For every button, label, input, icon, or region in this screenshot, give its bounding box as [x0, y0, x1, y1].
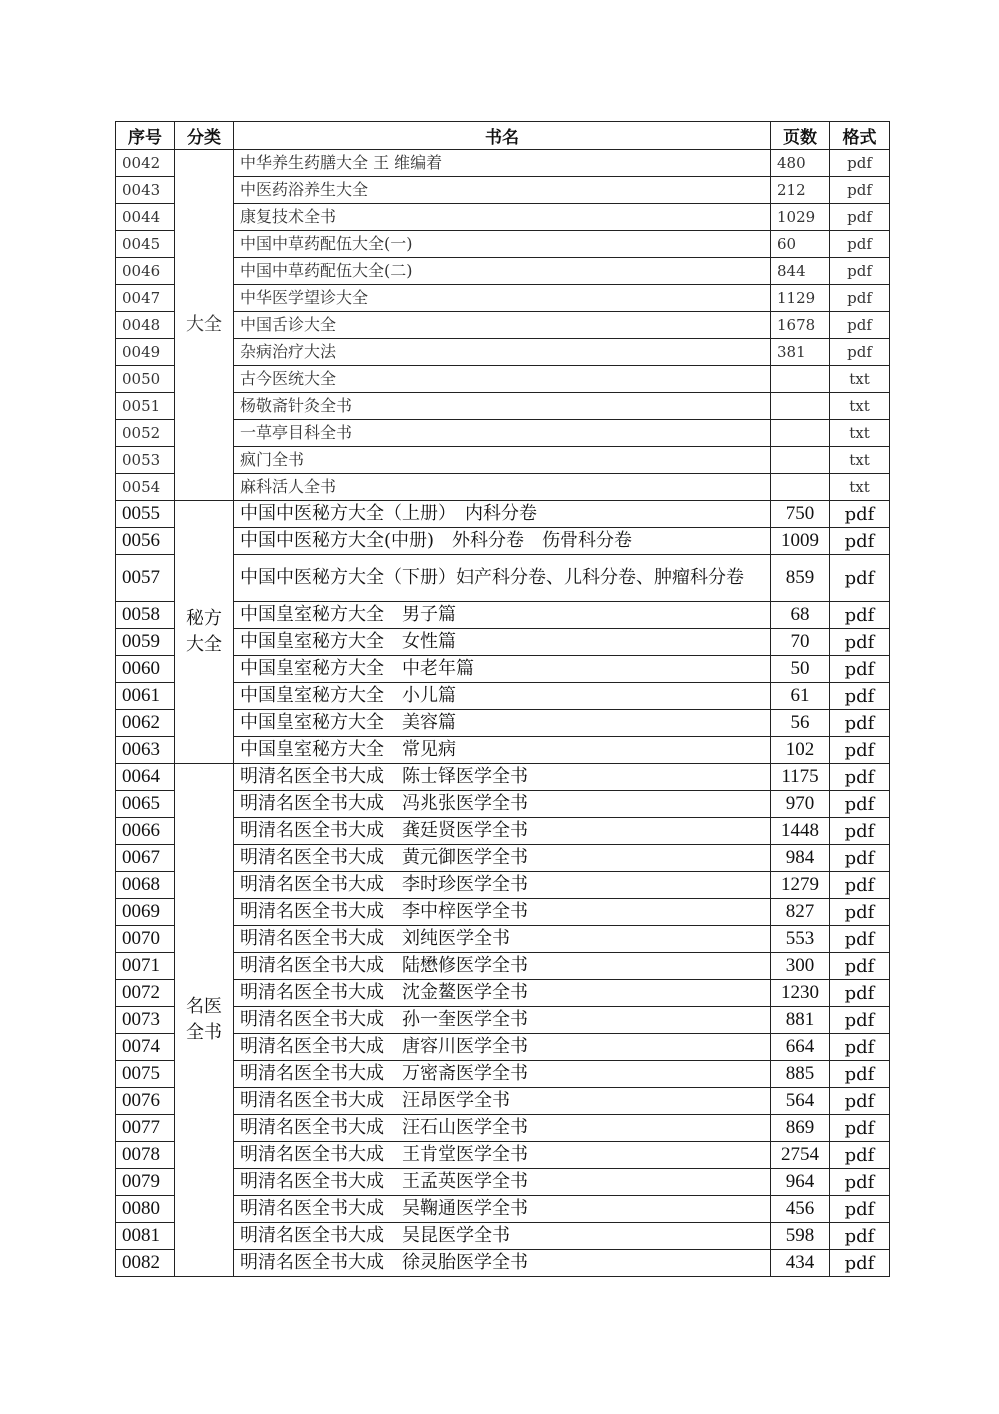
page-count: 964	[771, 1169, 830, 1196]
page-count: 480	[771, 150, 830, 177]
book-title: 明清名医全书大成 黄元御医学全书	[234, 845, 771, 872]
book-title: 中国皇室秘方大全 美容篇	[234, 710, 771, 737]
book-title: 中国皇室秘方大全 常见病	[234, 737, 771, 764]
file-format: pdf	[830, 629, 890, 656]
row-number: 0070	[116, 926, 175, 953]
row-number: 0056	[116, 528, 175, 555]
file-format: pdf	[830, 1007, 890, 1034]
book-title: 明清名医全书大成 汪石山医学全书	[234, 1115, 771, 1142]
table-row	[116, 501, 890, 528]
book-title: 明清名医全书大成 王肯堂医学全书	[234, 1142, 771, 1169]
page-count: 50	[771, 656, 830, 683]
file-format: pdf	[830, 1169, 890, 1196]
header-title: 书名	[234, 122, 771, 150]
page-count: 381	[771, 339, 830, 366]
row-number: 0050	[116, 366, 175, 393]
file-format: pdf	[830, 231, 890, 258]
file-format: pdf	[830, 791, 890, 818]
file-format: pdf	[830, 737, 890, 764]
page-count: 68	[771, 602, 830, 629]
book-title: 麻科活人全书	[234, 474, 771, 501]
page-count: 885	[771, 1061, 830, 1088]
page-count: 1029	[771, 204, 830, 231]
header-category: 分类	[175, 122, 234, 150]
catalog-body	[116, 150, 890, 1277]
book-title: 中国中医秘方大全（上册） 内科分卷	[234, 501, 771, 528]
book-title: 明清名医全书大成 陈士铎医学全书	[234, 764, 771, 791]
category-cell: 大全	[175, 150, 234, 501]
book-title: 中国中医秘方大全（下册）妇产科分卷、儿科分卷、肿瘤科分卷	[234, 555, 771, 602]
file-format: pdf	[830, 683, 890, 710]
row-number: 0074	[116, 1034, 175, 1061]
file-format: pdf	[830, 528, 890, 555]
page-count: 984	[771, 845, 830, 872]
page-count: 598	[771, 1223, 830, 1250]
header-num: 序号	[116, 122, 175, 150]
page-count: 1678	[771, 312, 830, 339]
file-format: pdf	[830, 872, 890, 899]
book-title: 明清名医全书大成 孙一奎医学全书	[234, 1007, 771, 1034]
book-title: 杨敬斋针灸全书	[234, 393, 771, 420]
file-format: pdf	[830, 285, 890, 312]
book-title: 一草亭目科全书	[234, 420, 771, 447]
book-title: 古今医统大全	[234, 366, 771, 393]
row-number: 0062	[116, 710, 175, 737]
row-number: 0066	[116, 818, 175, 845]
page-count: 102	[771, 737, 830, 764]
book-title: 明清名医全书大成 陆懋修医学全书	[234, 953, 771, 980]
book-title: 中医药浴养生大全	[234, 177, 771, 204]
file-format: txt	[830, 474, 890, 501]
table-row	[116, 764, 890, 791]
row-number: 0069	[116, 899, 175, 926]
row-number: 0048	[116, 312, 175, 339]
file-format: pdf	[830, 845, 890, 872]
page-count: 859	[771, 555, 830, 602]
file-format: pdf	[830, 150, 890, 177]
row-number: 0082	[116, 1250, 175, 1277]
page-count: 60	[771, 231, 830, 258]
row-number: 0079	[116, 1169, 175, 1196]
row-number: 0063	[116, 737, 175, 764]
page-count: 1230	[771, 980, 830, 1007]
page-count	[771, 366, 830, 393]
file-format: txt	[830, 366, 890, 393]
row-number: 0054	[116, 474, 175, 501]
book-title: 疯门全书	[234, 447, 771, 474]
book-title: 中华养生药膳大全 王 维编着	[234, 150, 771, 177]
page-count: 970	[771, 791, 830, 818]
page-count: 553	[771, 926, 830, 953]
header-row	[116, 122, 890, 150]
book-title: 中国舌诊大全	[234, 312, 771, 339]
file-format: pdf	[830, 177, 890, 204]
book-title: 明清名医全书大成 汪昂医学全书	[234, 1088, 771, 1115]
row-number: 0065	[116, 791, 175, 818]
row-number: 0071	[116, 953, 175, 980]
file-format: txt	[830, 393, 890, 420]
row-number: 0053	[116, 447, 175, 474]
page-count	[771, 393, 830, 420]
book-title: 中国皇室秘方大全 男子篇	[234, 602, 771, 629]
header-format: 格式	[830, 122, 890, 150]
row-number: 0075	[116, 1061, 175, 1088]
page-count: 300	[771, 953, 830, 980]
file-format: pdf	[830, 501, 890, 528]
row-number: 0064	[116, 764, 175, 791]
page-count: 70	[771, 629, 830, 656]
row-number: 0060	[116, 656, 175, 683]
book-title: 中国皇室秘方大全 女性篇	[234, 629, 771, 656]
page-count: 2754	[771, 1142, 830, 1169]
book-title: 明清名医全书大成 徐灵胎医学全书	[234, 1250, 771, 1277]
file-format: pdf	[830, 899, 890, 926]
file-format: pdf	[830, 339, 890, 366]
book-title: 中国皇室秘方大全 中老年篇	[234, 656, 771, 683]
page-count: 664	[771, 1034, 830, 1061]
book-title: 明清名医全书大成 王孟英医学全书	[234, 1169, 771, 1196]
row-number: 0058	[116, 602, 175, 629]
page-count	[771, 420, 830, 447]
row-number: 0044	[116, 204, 175, 231]
row-number: 0051	[116, 393, 175, 420]
book-title: 中国中草药配伍大全(一)	[234, 231, 771, 258]
row-number: 0052	[116, 420, 175, 447]
book-title: 中国皇室秘方大全 小儿篇	[234, 683, 771, 710]
file-format: pdf	[830, 1061, 890, 1088]
category-cell: 名医全书	[175, 764, 234, 1277]
page-count: 434	[771, 1250, 830, 1277]
row-number: 0049	[116, 339, 175, 366]
file-format: pdf	[830, 926, 890, 953]
page-count: 1009	[771, 528, 830, 555]
book-title: 中国中医秘方大全(中册) 外科分卷 伤骨科分卷	[234, 528, 771, 555]
book-title: 明清名医全书大成 唐容川医学全书	[234, 1034, 771, 1061]
book-title: 中国中草药配伍大全(二)	[234, 258, 771, 285]
book-title: 明清名医全书大成 吴昆医学全书	[234, 1223, 771, 1250]
file-format: pdf	[830, 656, 890, 683]
row-number: 0043	[116, 177, 175, 204]
page-count: 212	[771, 177, 830, 204]
page-count: 456	[771, 1196, 830, 1223]
row-number: 0046	[116, 258, 175, 285]
row-number: 0042	[116, 150, 175, 177]
row-number: 0080	[116, 1196, 175, 1223]
row-number: 0057	[116, 555, 175, 602]
file-format: pdf	[830, 555, 890, 602]
file-format: pdf	[830, 204, 890, 231]
row-number: 0061	[116, 683, 175, 710]
file-format: pdf	[830, 953, 890, 980]
book-title: 康复技术全书	[234, 204, 771, 231]
file-format: pdf	[830, 1034, 890, 1061]
row-number: 0047	[116, 285, 175, 312]
page-count: 1175	[771, 764, 830, 791]
page-count: 1279	[771, 872, 830, 899]
file-format: pdf	[830, 818, 890, 845]
book-title: 明清名医全书大成 龚廷贤医学全书	[234, 818, 771, 845]
row-number: 0077	[116, 1115, 175, 1142]
header-pages: 页数	[771, 122, 830, 150]
page-count: 881	[771, 1007, 830, 1034]
page-count: 1129	[771, 285, 830, 312]
file-format: pdf	[830, 1115, 890, 1142]
book-title: 明清名医全书大成 刘纯医学全书	[234, 926, 771, 953]
book-title: 明清名医全书大成 李时珍医学全书	[234, 872, 771, 899]
book-catalog-table	[115, 121, 890, 1277]
file-format: pdf	[830, 764, 890, 791]
file-format: pdf	[830, 1250, 890, 1277]
book-title: 明清名医全书大成 冯兆张医学全书	[234, 791, 771, 818]
book-title: 明清名医全书大成 李中梓医学全书	[234, 899, 771, 926]
book-title: 明清名医全书大成 万密斋医学全书	[234, 1061, 771, 1088]
page-count: 844	[771, 258, 830, 285]
row-number: 0081	[116, 1223, 175, 1250]
row-number: 0073	[116, 1007, 175, 1034]
category-cell: 秘方大全	[175, 501, 234, 764]
page-count: 61	[771, 683, 830, 710]
book-title: 杂病治疗大法	[234, 339, 771, 366]
file-format: txt	[830, 420, 890, 447]
file-format: pdf	[830, 1223, 890, 1250]
page-count: 827	[771, 899, 830, 926]
file-format: pdf	[830, 710, 890, 737]
book-title: 明清名医全书大成 吴鞠通医学全书	[234, 1196, 771, 1223]
file-format: pdf	[830, 1142, 890, 1169]
row-number: 0067	[116, 845, 175, 872]
file-format: pdf	[830, 602, 890, 629]
book-title: 明清名医全书大成 沈金鳌医学全书	[234, 980, 771, 1007]
row-number: 0076	[116, 1088, 175, 1115]
row-number: 0045	[116, 231, 175, 258]
file-format: pdf	[830, 1196, 890, 1223]
table-row	[116, 150, 890, 177]
page-count	[771, 474, 830, 501]
file-format: pdf	[830, 1088, 890, 1115]
row-number: 0068	[116, 872, 175, 899]
page-count: 564	[771, 1088, 830, 1115]
file-format: pdf	[830, 312, 890, 339]
file-format: txt	[830, 447, 890, 474]
row-number: 0078	[116, 1142, 175, 1169]
book-title: 中华医学望诊大全	[234, 285, 771, 312]
page-count: 1448	[771, 818, 830, 845]
page-count: 56	[771, 710, 830, 737]
file-format: pdf	[830, 980, 890, 1007]
file-format: pdf	[830, 258, 890, 285]
page-count	[771, 447, 830, 474]
row-number: 0059	[116, 629, 175, 656]
row-number: 0072	[116, 980, 175, 1007]
page-count: 869	[771, 1115, 830, 1142]
page-count: 750	[771, 501, 830, 528]
row-number: 0055	[116, 501, 175, 528]
